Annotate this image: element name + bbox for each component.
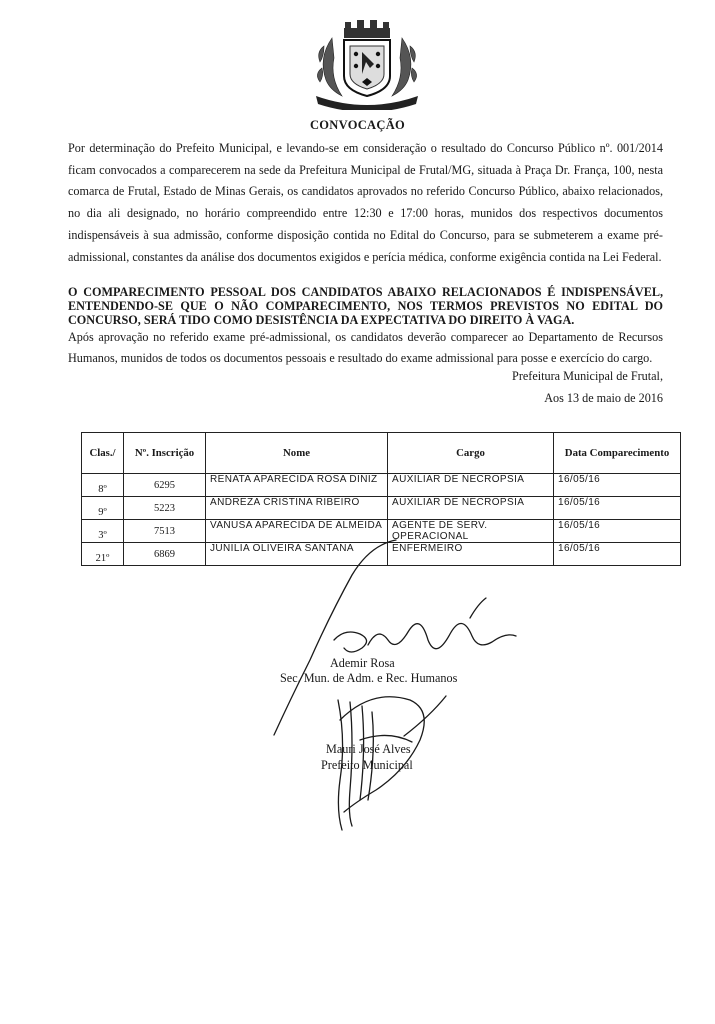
table-header-row	[82, 433, 681, 474]
cell-clas: 3º	[82, 520, 124, 543]
cell-nome: RENATA APARECIDA ROSA DINIZ	[206, 474, 388, 497]
signature-2-accent	[404, 696, 446, 736]
municipal-crest-logo	[312, 18, 422, 110]
table-row	[82, 520, 681, 543]
cell-cargo: ENFERMEIRO	[388, 543, 554, 566]
cell-inscricao: 6869	[124, 543, 206, 566]
attendance-notice-paragraph: O COMPARECIMENTO PESSOAL DOS CANDIDATOS ABAIXO RELACIONADOS É INDISPENSÁVEL, ENTENDENDO-SE QUE O NÃO COMPARECIMENTO, NOS TERMOS PREVISTOS NO EDITAL DO CONCURSO, SERÁ TIDO COMO DESISTÊNCIA DA EXPECTATIVA DO DIREITO À VAGA.	[68, 285, 663, 327]
cell-cargo: AUXILIAR DE NECROPSIA	[388, 497, 554, 520]
cell-clas: 9º	[82, 497, 124, 520]
cell-cargo: AGENTE DE SERV. OPERACIONAL	[388, 520, 554, 543]
cell-clas: 21º	[82, 543, 124, 566]
cell-inscricao: 7513	[124, 520, 206, 543]
cell-clas: 8º	[82, 474, 124, 497]
cell-inscricao: 5223	[124, 497, 206, 520]
candidates-table-container	[81, 432, 681, 566]
signatory-2-name: Mauri José Alves	[326, 742, 411, 756]
cell-nome: VANUSA APARECIDA DE ALMEIDA	[206, 520, 388, 543]
column-header-data: Data Comparecimento	[554, 433, 681, 474]
cell-data: 16/05/16	[554, 520, 681, 543]
candidates-table	[81, 432, 681, 566]
signature-1-tail	[470, 598, 486, 618]
document-title: CONVOCAÇÃO	[309, 118, 406, 132]
cell-cargo: AUXILIAR DE NECROPSIA	[388, 474, 554, 497]
post-exam-instructions-paragraph: Após aprovação no referido exame pré-admissional, os candidatos deverão comparecer ao Departamento de Recursos Humanos, munidos de todos os documentos pessoais e resultado do exame admissional para posse e exercício do cargo.	[68, 330, 663, 365]
cell-data: 16/05/16	[554, 497, 681, 520]
signature-1-scroll	[334, 623, 516, 652]
table-row	[82, 543, 681, 566]
column-header-inscricao: Nº. Inscrição	[124, 433, 206, 474]
table-row	[82, 497, 681, 520]
convocation-body-paragraph: Por determinação do Prefeito Municipal, e levando-se em consideração o resultado do Concurso Público nº. 001/2014 ficam convocados a comparecerem na sede da Prefeitura Municipal de Frutal/MG, situada à Praça Dr. França, 100, nesta comarca de Frutal, Estado de Minas Gerais, os candidatos aprovados no referido Concurso Público, abaixo relacionados, no dia ali designado, no horário compreendido entre 12:30 e 17:00 horas, munidos dos respectivos documentos indispensáveis à sua admissão, conforme disposição contida no Edital do Concurso, para se submeterem a exame pré-admissional, constantes da análise dos documentos exigidos e perícia médica, conforme exigência contida na Lei Federal.	[68, 141, 663, 264]
column-header-nome: Nome	[206, 433, 388, 474]
signature-1-stroke	[274, 540, 396, 735]
cell-data: 16/05/16	[554, 474, 681, 497]
signatory-2-role: Prefeito Municipal	[321, 758, 413, 772]
cell-nome: JUNILIA OLIVEIRA SANTANA	[206, 543, 388, 566]
signatory-1-role: Sec. Mun. de Adm. e Rec. Humanos	[280, 671, 458, 685]
table-row	[82, 474, 681, 497]
column-header-clas: Clas./	[82, 433, 124, 474]
issuing-place: Prefeitura Municipal de Frutal,	[512, 369, 663, 383]
cell-nome: ANDREZA CRISTINA RIBEIRO	[206, 497, 388, 520]
cell-data: 16/05/16	[554, 543, 681, 566]
signatory-1-name: Ademir Rosa	[330, 656, 395, 670]
issue-date: Aos 13 de maio de 2016	[544, 391, 663, 405]
cell-inscricao: 6295	[124, 474, 206, 497]
column-header-cargo: Cargo	[388, 433, 554, 474]
